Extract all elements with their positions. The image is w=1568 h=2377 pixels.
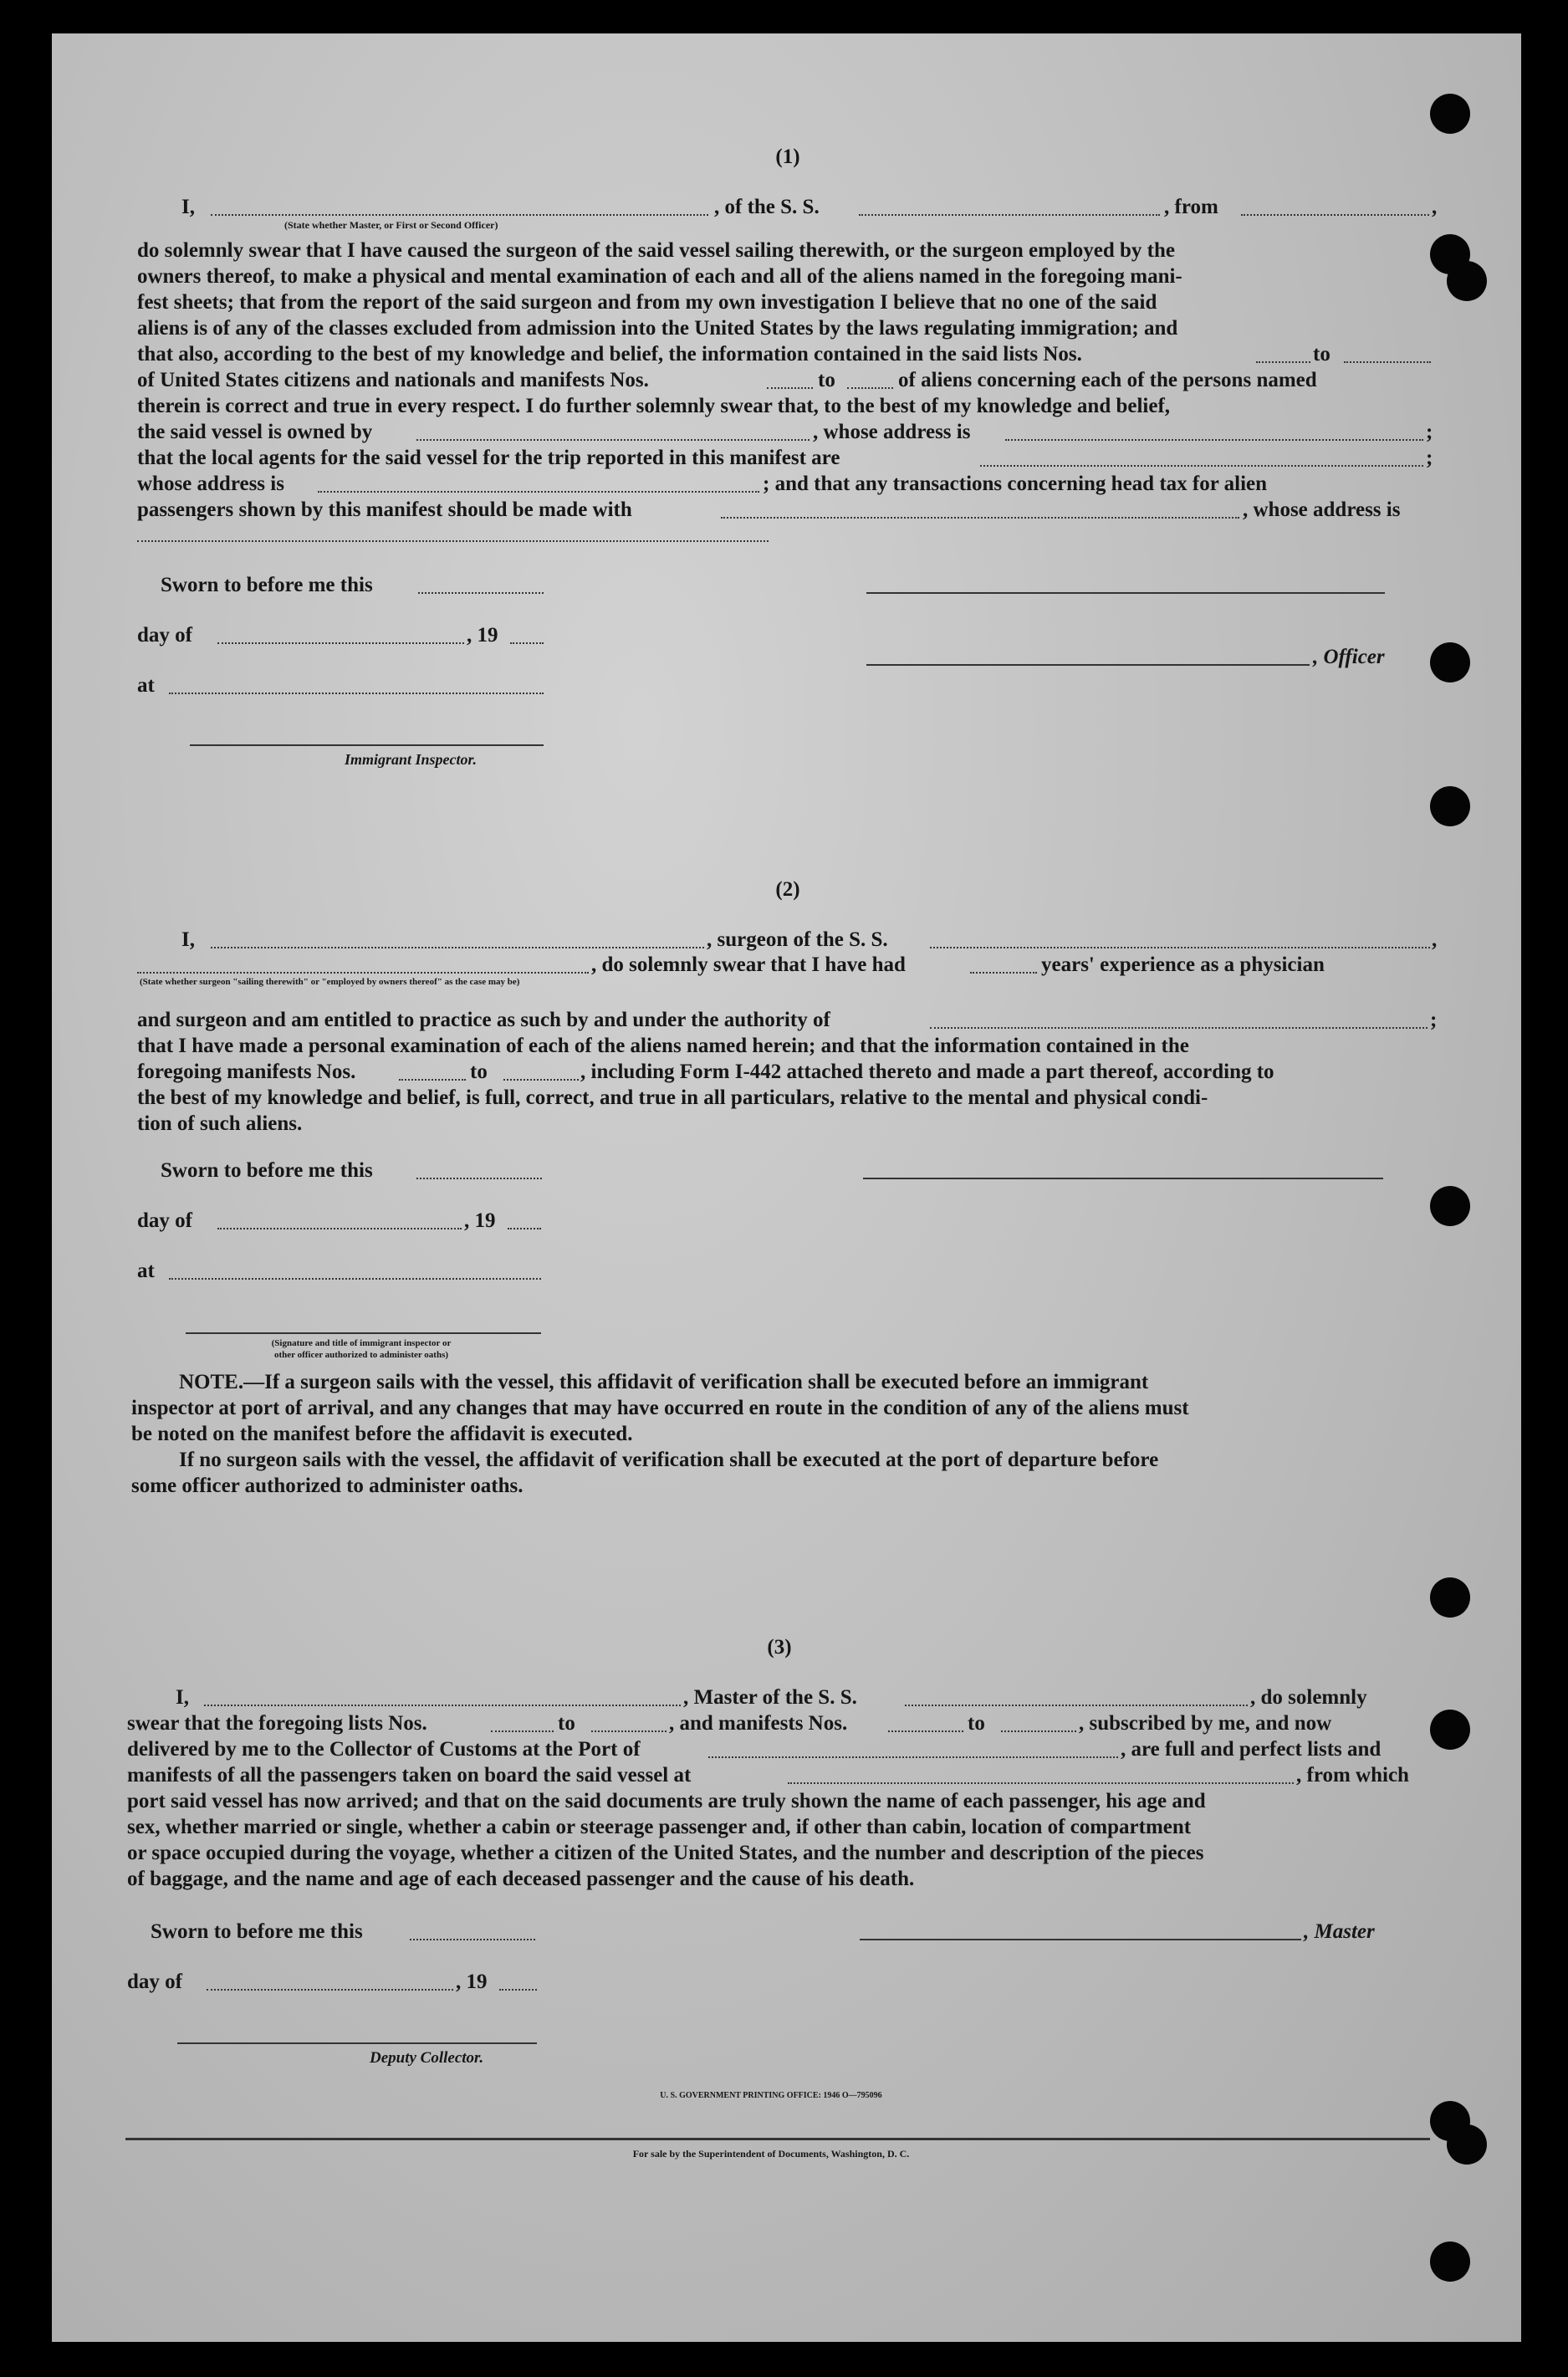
s2-surgeon-signature-line[interactable] — [863, 1178, 1383, 1179]
s1-from-port-field[interactable] — [1241, 214, 1429, 216]
s3-list-to-field[interactable] — [591, 1730, 667, 1732]
s2-day-of-label: day of — [137, 1209, 192, 1232]
s3-from-which: , from which — [1296, 1764, 1409, 1787]
document-page — [52, 33, 1521, 2342]
s2-swear-label: , do solemnly swear that I have had — [591, 953, 906, 976]
s3-year-label: , 19 — [456, 1971, 488, 1993]
s2-text-line-1: and surgeon and am entitled to practice as such by and under the authority of — [137, 1009, 830, 1031]
s1-year-label: , 19 — [467, 624, 498, 647]
s2-year-label: , 19 — [464, 1209, 496, 1232]
s1-whose-address: , whose address is — [813, 421, 971, 443]
s2-sig-caption-2: other officer authorized to administer oaths) — [273, 1350, 449, 1360]
s1-officer-label: , Officer — [1313, 646, 1385, 668]
punch-hole — [1430, 1577, 1470, 1618]
s1-sworn-label: Sworn to before me this — [161, 574, 373, 596]
s2-manifest-to-field[interactable] — [503, 1079, 579, 1081]
s3-text-line-3: or space occupied during the voyage, whether a citizen of the United States, and the number and description of the pieces — [127, 1842, 1204, 1864]
gpo-imprint: U. S. GOVERNMENT PRINTING OFFICE: 1946 O—795096 — [660, 2091, 882, 2100]
s2-note-line-4: If no surgeon sails with the vessel, the affidavit of verification shall be executed at the port of departure before — [179, 1449, 1159, 1471]
s1-of-aliens: of aliens concerning each of the persons named — [898, 369, 1317, 391]
s2-authority-field[interactable] — [930, 1027, 1428, 1029]
s1-vessel-name-field[interactable] — [859, 214, 1160, 216]
s2-sworn-day-field[interactable] — [416, 1178, 542, 1179]
s1-text-line-8: the said vessel is owned by — [137, 421, 373, 443]
s3-i-label: I, — [176, 1686, 189, 1709]
s3-embark-port-field[interactable] — [788, 1782, 1294, 1784]
s2-inspector-signature-line[interactable] — [186, 1332, 541, 1334]
s2-years-label: years' experience as a physician — [1041, 953, 1325, 976]
s1-sworn-day-field[interactable] — [418, 592, 544, 594]
s3-day-of-label: day of — [127, 1971, 182, 1993]
s2-month-field[interactable] — [217, 1228, 462, 1229]
s3-manifest-from-field[interactable] — [888, 1730, 963, 1732]
s1-owner-address-field[interactable] — [1005, 439, 1423, 441]
s1-to-label-1: to — [1313, 343, 1331, 365]
s3-subscribed: , subscribed by me, and now — [1079, 1712, 1332, 1735]
s2-at-place-field[interactable] — [169, 1278, 541, 1280]
s3-full-perfect: , are full and perfect lists and — [1121, 1738, 1382, 1761]
s1-comma: , — [1432, 196, 1438, 218]
s3-master-sig-label: , Master — [1304, 1920, 1375, 1943]
s1-head-tax-address-field[interactable] — [137, 540, 769, 542]
s1-inspector-label: Immigrant Inspector. — [345, 751, 478, 768]
s1-to-label-2: to — [818, 369, 835, 391]
s2-sworn-label: Sworn to before me this — [161, 1159, 373, 1182]
s2-semi: ; — [1430, 1009, 1438, 1031]
s2-text-line-2: that I have made a personal examination of each of the aliens named herein; and that the information contained in the — [137, 1035, 1189, 1057]
s3-sworn-day-field[interactable] — [410, 1939, 535, 1940]
s3-month-field[interactable] — [207, 1989, 453, 1991]
s2-year-field[interactable] — [508, 1228, 541, 1229]
s1-text-line-7: therein is correct and true in every respect. I do further solemnly swear that, to the best of my knowledge and belief, — [137, 395, 1171, 417]
s1-semi-1: ; — [1426, 421, 1433, 443]
s3-master-signature-line[interactable] — [860, 1939, 1301, 1940]
s1-inspector-signature-line[interactable] — [190, 744, 544, 746]
punch-hole — [1430, 786, 1470, 826]
s1-head-tax-agent-field[interactable] — [721, 517, 1239, 519]
s3-to-label-1: to — [558, 1712, 575, 1735]
s1-month-field[interactable] — [217, 642, 464, 644]
s3-swear-lists: swear that the foregoing lists Nos. — [127, 1712, 427, 1735]
s2-surgeon-caption: (State whether surgeon "sailing therewith" or "employed by owners thereof" as the case may be) — [140, 977, 520, 987]
s2-surgeon-type-field[interactable] — [137, 972, 589, 974]
s1-owner-field[interactable] — [416, 439, 810, 441]
punch-hole — [1430, 642, 1470, 682]
s2-note-line-5: some officer authorized to administer oaths. — [131, 1475, 524, 1497]
s2-years-field[interactable] — [970, 972, 1037, 974]
s1-text-line-3: fest sheets; that from the report of the said surgeon and from my own investigation I believe that no one of the said — [137, 291, 1157, 314]
s3-sworn-label: Sworn to before me this — [151, 1920, 363, 1943]
punch-hole — [1430, 2242, 1470, 2282]
s3-year-field[interactable] — [499, 1989, 537, 1991]
s2-form-label: , including Form I-442 attached thereto and made a part thereof, according to — [580, 1061, 1274, 1083]
punch-hole — [1430, 94, 1470, 134]
s1-officer-signature-line[interactable] — [866, 592, 1385, 594]
s3-text-line-1: port said vessel has now arrived; and that on the said documents are truly shown the name of each passenger, his age and — [127, 1790, 1206, 1812]
s2-manifest-from-field[interactable] — [399, 1079, 466, 1081]
footer-rule — [125, 2138, 1430, 2140]
s1-text-line-6: of United States citizens and nationals and manifests Nos. — [137, 369, 649, 391]
s3-port-field[interactable] — [708, 1756, 1118, 1758]
s3-deputy-signature-line[interactable] — [177, 2042, 537, 2044]
punch-hole — [1447, 261, 1487, 301]
sale-notice: For sale by the Superintendent of Documents, Washington, D. C. — [632, 2148, 910, 2160]
s2-at-label: at — [137, 1260, 155, 1282]
s3-text-line-2: sex, whether married or single, whether a cabin or steerage passenger and, if other than cabin, location of compartment — [127, 1816, 1192, 1838]
s3-do-solemnly: , do solemnly — [1250, 1686, 1367, 1709]
s2-text-line-4: the best of my knowledge and belief, is full, correct, and true in all particulars, relative to the mental and physical condi- — [137, 1086, 1208, 1109]
s3-list-from-field[interactable] — [491, 1730, 554, 1732]
s1-whose-address-2: , whose address is — [1243, 498, 1401, 521]
s1-list-to-field[interactable] — [1344, 361, 1431, 363]
s1-manifest-to-field[interactable] — [847, 387, 893, 389]
s2-surgeon-label: , surgeon of the S. S. — [707, 928, 888, 951]
s1-text-line-9: that the local agents for the said vessel for the trip reported in this manifest are — [137, 447, 840, 469]
s2-comma: , — [1432, 928, 1438, 951]
s1-manifest-from-field[interactable] — [767, 387, 813, 389]
s1-head-tax: ; and that any transactions concerning head tax for alien — [763, 473, 1268, 495]
s2-note-line-3: be noted on the manifest before the affidavit is executed. — [131, 1423, 633, 1445]
punch-hole — [1430, 1186, 1470, 1226]
s1-semi-2: ; — [1426, 447, 1433, 469]
s1-text-line-5: that also, according to the best of my knowledge and belief, the information contained in the said lists Nos. — [137, 343, 1082, 365]
punch-hole — [1430, 1710, 1470, 1750]
s3-deputy-label: Deputy Collector. — [370, 2049, 484, 2067]
s1-from-label: , from — [1164, 196, 1218, 218]
s1-i-label: I, — [181, 196, 195, 218]
s1-officer-title-line[interactable] — [866, 664, 1310, 666]
s1-rank-caption: (State whether Master, or First or Second Officer) — [284, 219, 498, 231]
s1-text-line-11: passengers shown by this manifest should be made with — [137, 498, 632, 521]
s1-agents-address-field[interactable] — [318, 491, 759, 493]
s2-note-line-1: NOTE.—If a surgeon sails with the vessel, this affidavit of verification shall be executed before an immigrant — [179, 1371, 1149, 1393]
s1-list-from-field[interactable] — [1256, 361, 1310, 363]
s3-vessel-field[interactable] — [905, 1705, 1248, 1706]
s2-surgeon-name-field[interactable] — [211, 947, 704, 948]
s3-and-manifests: , and manifests Nos. — [669, 1712, 848, 1735]
s3-master-label: , Master of the S. S. — [683, 1686, 857, 1709]
s1-year-field[interactable] — [510, 642, 544, 644]
s2-text-line-3: foregoing manifests Nos. — [137, 1061, 356, 1083]
s2-note-line-2: inspector at port of arrival, and any changes that may have occurred en route in the condition of any of the aliens must — [131, 1397, 1189, 1419]
s3-delivered: delivered by me to the Collector of Customs at the Port of — [127, 1738, 641, 1761]
s1-text-line-4: aliens is of any of the classes excluded from admission into the United States by the laws regulating immigration; and — [137, 317, 1178, 340]
s1-text-line-2: owners thereof, to make a physical and mental examination of each and all of the aliens named in the foregoing mani- — [137, 265, 1182, 288]
s2-text-line-5: tion of such aliens. — [137, 1112, 303, 1135]
s3-manifests-all: manifests of all the passengers taken on board the said vessel at — [127, 1764, 692, 1787]
s2-to-label: to — [470, 1061, 488, 1083]
s1-of-ss-label: , of the S. S. — [714, 196, 820, 218]
s1-at-label: at — [137, 674, 155, 697]
section-2-number: (2) — [775, 878, 800, 901]
s1-at-place-field[interactable] — [169, 693, 544, 694]
s3-to-label-2: to — [968, 1712, 985, 1735]
s2-sig-caption-1: (Signature and title of immigrant inspector or — [271, 1338, 452, 1348]
s1-text-line-1: do solemnly swear that I have caused the surgeon of the said vessel sailing therewith, or the surgeon employed by the — [137, 239, 1175, 262]
s2-vessel-field[interactable] — [930, 947, 1430, 948]
s1-agents-field[interactable] — [980, 465, 1423, 467]
section-1-number: (1) — [775, 146, 800, 168]
s1-day-of-label: day of — [137, 624, 192, 647]
s2-i-label: I, — [181, 928, 195, 951]
s1-text-line-10: whose address is — [137, 473, 284, 495]
punch-hole — [1447, 2124, 1487, 2165]
s3-master-name-field[interactable] — [204, 1705, 681, 1706]
s1-officer-name-field[interactable] — [211, 214, 708, 216]
section-3-number: (3) — [767, 1636, 792, 1659]
s3-text-line-4: of baggage, and the name and age of each deceased passenger and the cause of his death. — [127, 1868, 915, 1890]
s3-manifest-to-field[interactable] — [1001, 1730, 1076, 1732]
